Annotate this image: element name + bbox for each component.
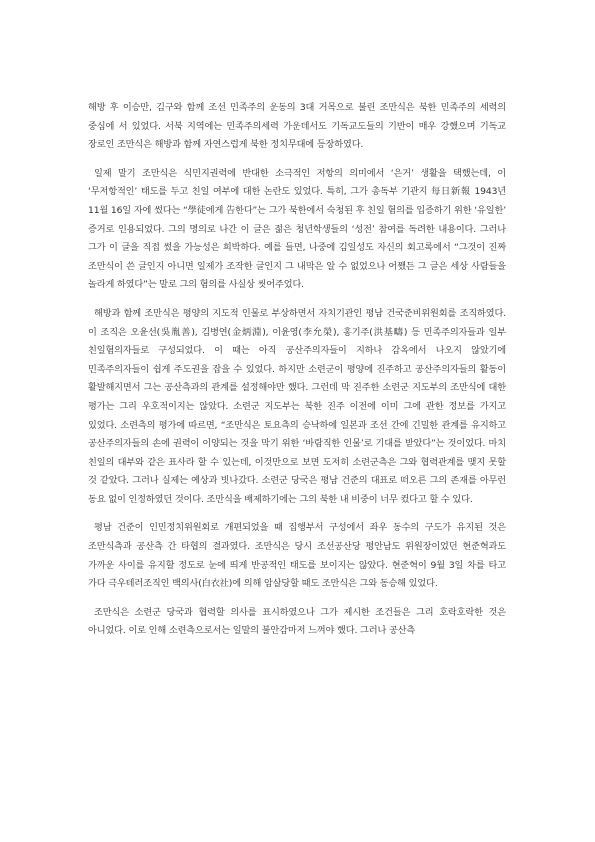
paragraph-liberation-committee: 해방과 함께 조만식은 평양의 지도적 인물로 부상하면서 자치기관인 평남 건국준비위원회를 조직하였다. 이 조직은 오윤선(吳胤善), 김병연(金炳淵), 이윤영(李允榮), 홍기주(洪基疇) 등 민족주의자들과 일부 친일혐의자들로 구성되었다. 이 때는 아직 공산주의자들이 지하나 감옥에서 나오지 않았기에 민족주의자들이 쉽게 주도권을 잡을 수 있었다. 하지만 소련군이 평양에 진주하고 공산주의자들의 활동이 활발해지면서 그는 공산측과의 관계를 설정해야만 했다. 그런데 막 진주한 소련군 지도부의 조만식에 대한 평가는 그리 우호적이지는 않았다. 소련군 지도부는 북한 진주 이전에 이미 그에 관한 정보를 가지고 있었다. 소련측의 평가에 따르면, “조만식은 토요측의 승낙하에 일본과 조선 간에 긴밀한 관계를 유지하고 공산주의자들의 손에 권력이 이양되는 것을 막기 위한 ‘바람직한 인물’로 기대를 받았다”는 것이었다. 마치 친일의 대부와 같은 표사라 할 수 있는데, 이것만으로 보면 도저히 소련군측은 그와 협력관계를 맺지 못할 것 같았다. 그러나 실제는 예상과 빗나갔다. 소련군 당국은 평남 건준의 대표로 떠오른 그의 존재를 아무런 동요 없이 인정하였던 것이다. 조만식을 배제하기에는 그의 북한 내 비중이 너무 컸다고 할 수 있다. [88,307,506,505]
document-page [88,99,506,651]
paragraph-peoples-committee: 평남 건준이 인민정치위원회로 개편되었을 때 집행부서 구성에서 좌우 동수의 구도가 유지된 것은 조만식측과 공산측 간 타협의 결과였다. 조만식은 당시 조선공산당 평안남도 위원장이었던 현준혁과도 가까운 사이를 유지할 정도로 눈에 띄게 반공적인 태도를 보이지는 않았다. 현준혁이 9월 3일 차를 타고 가다 극우테러조직인 백의사(白衣社)에 의해 암살당할 때도 조만식은 그와 동승해 있었다. [88,522,506,590]
paragraph-cho-man-sik-intro: 해방 후 이승만, 김구와 함께 조선 민족주의 운동의 3대 거목으로 불린 조만식은 북한 민족주의 세력의 중심에 서 있었다. 서북 지역에는 민족주의세력 가운데서도 기독교도들의 기반이 매우 강했으며 기독교 장로인 조만식은 해방과 함께 자연스럽게 북한 정치무대에 등장하였다. [88,102,506,151]
paragraph-soviet-relations: 조만식은 소련군 당국과 협력할 의사를 표시하였으나 그가 제시한 조건들은 그리 호락호락한 것은 아니었다. 이로 인해 소련측으로서는 일말의 불안감마저 느껴야 했다. 그러나 공산측 [88,606,506,637]
paragraph-colonial-period: 일제 말기 조만식은 식민지권력에 반대한 소극적인 저항의 의미에서 ‘은거’ 생활을 택했는데, 이 ‘무저항적인’ 태도를 두고 친일 여부에 대한 논란도 있었다. 특히, 그가 총독부 기관지 每日新報 1943년 11월 16일 자에 썼다는 “學徒에게 告한다”는 그가 북한에서 숙청된 후 친일 혐의를 입증하기 위한 ‘유일한’ 증거로 인용되었다. 그의 명의로 나간 이 글은 젊은 청년학생들의 ‘성전’ 참여를 독려한 내용이다. 그러나 그가 이 글을 직접 썼을 가능성은 희박하다. 예를 들면, 나중에 김일성도 자신의 회고록에서 “그것이 진짜 조만식이 쓴 글인지 아니면 일제가 조작한 글인지 그 내막은 알 수 없었으나 어쨌든 그 글은 세상 사람들을 놀라게 하였다”는 말로 그의 혐의를 사실상 씻어주었다. [88,167,506,291]
